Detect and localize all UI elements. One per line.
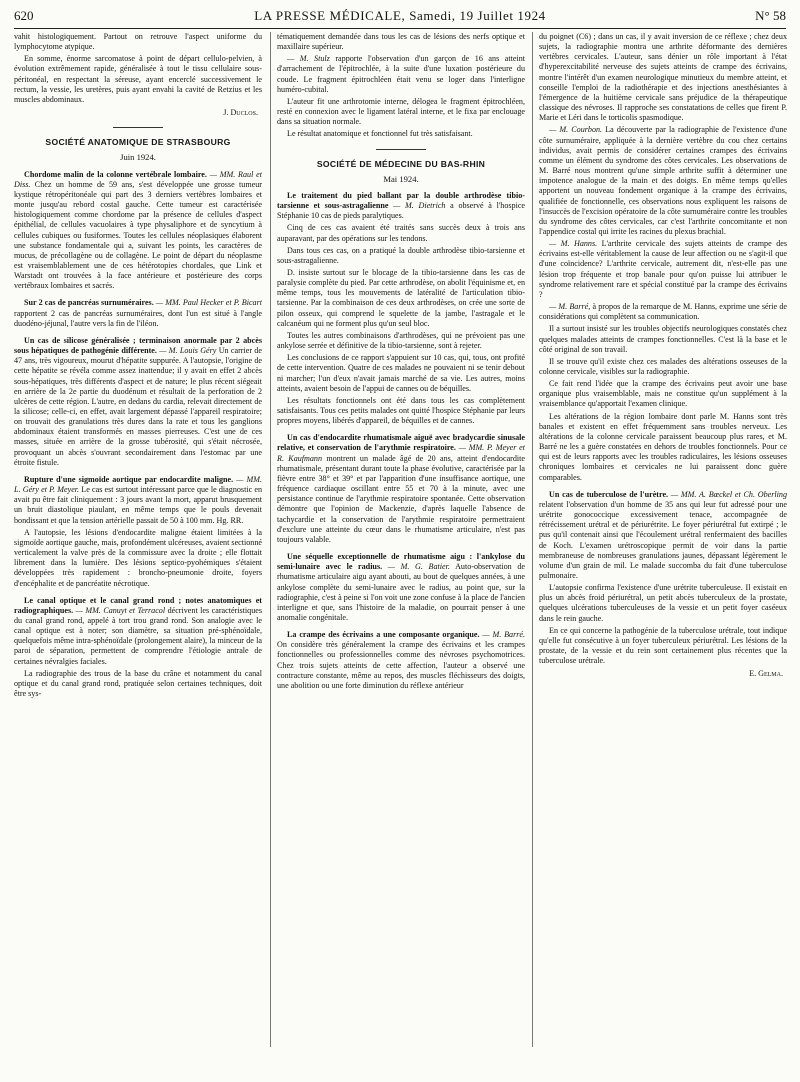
- communication-title: Le canal optique et le canal grand rond ; notes anatomiques et radiographiques.: [14, 595, 262, 615]
- communication-authors: — MM. Canuyt et Terracol: [75, 605, 166, 615]
- paragraph: Les résultats fonctionnels ont été dans tous les cas complètement satisfaisants. Tous ces petits malades ont quitté l'hospice Stéphanie par leurs propres moyens, libérés d'appareil, de béquilles et de cannes.: [277, 395, 525, 426]
- session-date: Juin 1924.: [120, 152, 156, 163]
- communication-authors: — M. Hanns.: [549, 239, 598, 249]
- paragraph: vahit histologiquement. Partout on retrouve l'aspect uniforme du lymphocytome atypique.: [14, 32, 262, 52]
- society-heading: SOCIÉTÉ ANATOMIQUE DE STRASBOURG: [45, 137, 231, 148]
- communication-body: L'arthrite cervicale des sujets atteints de crampe des écrivains est-elle véritablement la cause de leur affection ou ne s'agit-il que d'une coïncidence? L'arthrite cervicale, autrement dit, n'est-elle pas une lésion trop fréquente et trop banale pour qu'on puisse lui attribuer le syndrome relativement rare et spécial constitué par la crampe des écrivains ?: [539, 239, 787, 299]
- paragraph: L'auteur fit une arthrotomie interne, délogea le fragment épitrochléen, resté en connexion avec le ligament latéral interne, et le fixa par enclouage dans sa situation normale.: [277, 96, 525, 127]
- paragraph: [539, 125, 787, 237]
- communication-authors: — M. Courbon.: [549, 125, 603, 135]
- communication-authors: — MM. Raul et Diss.: [14, 169, 262, 189]
- communication-body: à propos de la remarque de M. Hanns, exprime une série de considérations qui complètent sa communication.: [539, 302, 787, 322]
- separator-rule: [376, 149, 426, 150]
- communication-body: Le cas est surtout intéressant parce que le diagnostic en avait pu être fait cliniquement : 3 jours avant la mort, apparut brusquement un bruit diastolique piaulant, en même temps que le pouls devenait bondissant et que la tension artérielle passait de 50 à 100 mm. Hg. RR.: [14, 485, 262, 525]
- communication-title: Rupture d'une sigmoïde aortique par endocardite maligne.: [24, 474, 234, 484]
- paragraph: A l'autopsie, les lésions d'endocardite maligne étaient limitées à la sigmoïde aortique gauche, mais, profondément ulcéreuses, avaient sectionné verticalement la valve près de la commissure avec la droite ; elle flottait librement dans la lumière. Des lésions septico-pyohémiques s'étaient développées très rapidement : broncho-pneumonie droite, foyers d'encéphalite et de pancréatite nécrotique.: [14, 527, 262, 588]
- paragraph: Les conclusions de ce rapport s'appuient sur 10 cas, qui, tous, ont profité de cette intervention. Quatre de ces malades ne pouvaient ni se tenir debout ni marcher; l'un d'eux n'avait jamais marché de sa vie. Les autres, moins atteints, avaient besoin de l'appui de cannes ou de béquilles.: [277, 353, 525, 393]
- communication-authors: — M. Dietrich: [393, 201, 446, 211]
- column-2: [277, 32, 525, 1047]
- paragraph: du poignet (C6) ; dans un cas, il y avait inversion de ce réflexe ; chez deux sujets, la radiographie montra une arthrite déformante des dernières vertèbres cervicales. L'auteur, sans dénier un rôle important à l'état d'hyperexcitabilité nerveuse des sujets atteints de crampe des écrivains, montre l'intérêt d'un examen neurologique minutieux du membre atteint, et conseille l'emploi de la radiothérapie et des injections anesthésiantes à l'émergence de la huitième cervicale sans préjudice de la thérapeutique classique des névroses. Il rapproche ses constatations de celles que firent P. Marie et Léri dans le torticolis spasmodique.: [539, 32, 787, 123]
- communication: [14, 170, 262, 292]
- separator-rule: [113, 127, 163, 128]
- communication-title: La crampe des écrivains a une composante organique.: [287, 630, 480, 640]
- communication-authors: — M. Stulz: [287, 54, 330, 64]
- signature: E. Gelma.: [749, 669, 783, 679]
- communication-body: Chez un homme de 59 ans, s'est développée une grosse tumeur kystique rétropéritonéale qui part des 3 derniers vertèbres lombaires et monte jusqu'au rebord costal gauche. Cette tumeur est caractérisée histologiquement comme chordome par la présence de cellules d'aspect épithélial, de cellules vacuolaires à type physaliphore et de syncytium à cellules cubiques ou fusiformes. Toutes les cellules néoplasiques élaborent une substance fondamentale qui a, suivant les points, les caractères de mucus, de précollagène ou de collagène. Le point de départ du néoplasme est vraisemblablement une de ces hétérotopies chordales, que Link et Warstadt ont trouvées à la face antérieure et postérieure des corps vertébraux lombaires et sacrés.: [14, 179, 262, 291]
- paragraph: Toutes les autres combinaisons d'arthrodèses, qui ne prévoient pas une ankylose serrée et définitive de la tibio-tarsienne, sont à rejeter.: [277, 330, 525, 351]
- communication: [277, 191, 525, 221]
- communication: [277, 552, 525, 623]
- communication-body: rapportent 2 cas de pancréas surnuméraires, dont l'un est situé à l'angle duodéno-jéjunal, l'autre vers la fin de l'iléon.: [14, 308, 262, 328]
- column-divider: [532, 32, 533, 1047]
- communication-authors: — MM. Paul Hecker et P. Bicart: [155, 298, 262, 308]
- communication-authors: — MM. P. Meyer et R. Kaufmann: [277, 443, 525, 463]
- issue-number: N° 58: [755, 8, 786, 23]
- society-heading: SOCIÉTÉ DE MÉDECINE DU BAS-RHIN: [316, 158, 486, 169]
- paragraph: [539, 302, 787, 322]
- communication: [277, 630, 525, 691]
- paragraph: L'autopsie confirma l'existence d'une urétrite tuberculeuse. Il existait en plus un abcès froid périurétral, un petit abcès tuberculeux de la prostate, quelques ulcérations tuberculeuses de la vessie et un petit foyer caséeux dans le rein gauche.: [539, 583, 787, 623]
- session-date: Mai 1924.: [383, 173, 419, 184]
- communication-title: Un cas d'endocardite rhumatismale aiguë avec bradycardie sinusale relative, et conservation de l'arythmie respiratoire.: [277, 433, 525, 453]
- communication-authors: — MM. L. Géry et P. Meyer.: [14, 474, 262, 495]
- communication-title: Une séquelle exceptionnelle de rhumatisme aigu : l'ankylose du semi-lunaire avec le radius.: [277, 552, 525, 572]
- paragraph: Ce fait rend l'idée que la crampe des écrivains peut avoir une base organique plus vraisemblable, mais ne constitue qu'un supplément à la vraisemblance qu'apportait l'examen clinique.: [539, 379, 787, 409]
- communication-body: On considère très généralement la crampe des écrivains et les crampes fonctionnelles ou professionnelles comme des névroses psychomotrices. Chez trois sujets atteints de cette affection, l'auteur a observé une contracture constante, même au repos, des muscles fléchisseurs des doigts, une abolition ou une forte diminution du réflexe antérieur: [277, 640, 525, 690]
- communication: [14, 475, 262, 526]
- communication-body: Un carrier de 47 ans, très vigoureux, mourut d'hépatite suppurée. A l'autopsie, l'origine de cette hépatite se révéla comme assez inattendue; il y avait en effet 2 abcès sous-hépatiques, très différents d'aspect et de nature; le plus récent siégeait en arrière de la 2e partie du duodénum et résultait de la perforation de 2 ulcères de cette région. L'autre, en dedans du cardia, relevait directement de la silicose; celle-ci, en effet, avait largement dépassé l'appareil respiratoire; on trouvait des granulations très dures dans la rate et tous les ganglions abdominaux étaient transformés en masses pierreuses. C'est une de ces masses, située en arrière de la grosse tubérosité, qui s'était nécrosée, provoquant un abcès s'ouvrant secondairement dans l'estomac par une étroite fistule.: [14, 346, 262, 467]
- communication-title: Chordome malin de la colonne vertébrale lombaire.: [24, 169, 207, 179]
- page-number: 620: [14, 8, 34, 23]
- communication-authors: — M. G. Batier.: [387, 562, 450, 572]
- communication-body: Auto-observation de rhumatisme articulaire aigu ayant abouti, au bout de quelques années, à une ankylose complète du semi-lunaire avec le radius, au point que, sur la radiographie, c'est à peine si l'on voit une zone confuse à la place de l'ancien interligne et que, sans l'histoire de la maladie, on pourrait penser à une anomalie congénitale.: [277, 562, 525, 622]
- column-3: [539, 32, 787, 1047]
- paragraph: Les altérations de la région lombaire dont parle M. Hanns sont très banales et existent en effet fréquemment sans troubles nerveux. Les altérations de la colonne cervicale paraissent beaucoup plus rares, et M. Barré ne les a guère constatées en dehors de troubles fonctionnels. Pour ce qui est de leurs rapports avec les troubles radiculaires, les lésions osseuses chroniques lombaires et cervicales ne lui paraissent donc guère comparables.: [539, 411, 787, 482]
- communication: [14, 298, 262, 328]
- paragraph: Le résultat anatomique et fonctionnel fut très satisfaisant.: [287, 129, 473, 139]
- paragraph: tématiquement demandée dans tous les cas de lésions des nerfs optique et maxillaire supérieur.: [277, 32, 525, 52]
- paragraph: [277, 54, 525, 95]
- communication-title: Un cas de silicose généralisée ; terminaison anormale par 2 abcès sous hépatiques de pathogénie différente.: [14, 335, 262, 356]
- communication-body: montrent un malade âgé de 20 ans, atteint d'endocardite rhumatismale, présentant durant toute la phase évolutive, caractérisée par la fièvre entre 38° et 39° et par l'apparition d'une insuffisance aortique, une fréquence cardiaque oscillant entre 55 et 70 à la minute, avec une persistance continue de l'arythmie respiratoire spontanée. Cette observation démontre que l'opinion de Mackenzie, d'après laquelle l'absence de tachycardie et la conservation de l'arythmie respiratoire permettraient d'exclure une atteinte du cœur dans le rhumatisme articulaire, n'est pas toujours valable.: [277, 453, 525, 544]
- paragraph: Il a surtout insisté sur les troubles objectifs neurologiques constatés chez quelques malades atteints de crampes fonctionnelles. C'est là la base et le côté original de son travail.: [539, 324, 787, 354]
- communication: [539, 490, 787, 581]
- communication: [277, 433, 525, 545]
- page-header: [14, 6, 786, 29]
- column-divider: [270, 32, 271, 1047]
- communication: [14, 336, 262, 468]
- communication: [14, 596, 262, 667]
- paragraph: [539, 239, 787, 300]
- paragraph: Cinq de ces cas avaient été traités sans succès deux à trois ans auparavant, par des opérations sur les tendons.: [277, 223, 525, 243]
- communication-authors: — M. Barré.: [482, 630, 525, 640]
- paragraph: Il se trouve qu'il existe chez ces malades des altérations osseuses de la colonne cervicale, visibles sur la radiographie.: [539, 356, 787, 376]
- paragraph: Dans tous ces cas, on a pratiqué la double arthrodèse tibio-tarsienne et sous-astragalienne.: [277, 245, 525, 265]
- paragraph: La radiographie des trous de la base du crâne et notamment du canal optique et du canal grand rond, pratiquée selon certaines techniques, doit être sys-: [14, 668, 262, 699]
- communication-title: Un cas de tuberculose de l'urètre.: [549, 489, 669, 499]
- communication-authors: — M. Louis Géry: [159, 346, 217, 356]
- paragraph: En somme, énorme sarcomatose à point de départ cellulo-pelvien, à évolution extrêmement rapide, généralisée à tout le tissu cellulaire sous-péritonéal, en respectant la séreuse, ayant encerclé successivement le rectum, la vessie, les uretères, puis ayant envahi la cavité de Retzius et les muscles abdominaux.: [14, 54, 262, 104]
- signature: J. Duclos.: [223, 108, 258, 118]
- communication-body: décrivent les caractéristiques du canal grand rond, appelé à tort trou grand rond. Son analogie avec le canal optique est à noter; son diamètre, sa situation pré-sphénoïdale, quelquefois même intra-sphénoïdale (prolongement alaire), la minceur de la paroi de séparation, permettent de comprendre l'étiologie antrale de certaines névralgies faciales.: [14, 605, 262, 666]
- paragraph: En ce qui concerne la pathogénie de la tuberculose urétrale, tout indique qu'elle fut consécutive à un foyer tuberculeux périurétral. Les lésions de la prostate, de la vessie et du rein sont certainement plus récentes que la tuberculose urétrale.: [539, 625, 787, 666]
- communication-body: a observé à l'hospice Stéphanie 10 cas de pieds paralytiques.: [277, 201, 525, 221]
- journal-title: LA PRESSE MÉDICALE, Samedi, 19 Juillet 1924: [254, 8, 546, 23]
- communication-authors: — MM. A. Bœckel et Ch. Oberling: [670, 489, 787, 499]
- communication-title: Le traitement du pied ballant par la double arthrodèse tibio-tarsienne et sous-astragalienne: [277, 190, 525, 211]
- communication-body: relatent l'observation d'un homme de 35 ans qui leur fut adressé pour une urétrite gonococcique excessivement tenace, accompagnée de rétrécissement urétral et de périurétrite. Le foyer périurétral fut extirpé ; le pus qu'il contenait ainsi que l'écoulement urétral renfermaient des bacilles de Koch. L'examen urétroscopique permit de voir dans la partie membraneuse de nombreuses granulations jaunes, dépassant légèrement le volume d'un grain de mil. Le malade succomba du fait d'une tuberculose pulmonaire.: [539, 499, 787, 580]
- paragraph: D. insiste surtout sur le blocage de la tibio-tarsienne dans les cas de paralysie complète du pied. Par cette arthrodèse, on abolit l'équinisme et, en même temps, tous les mouvements de latéralité de l'articulation tibio-tarsienne. Par la combinaison de ces deux arthrodèses, on crée une sorte de pilon osseux, qui comprend le squelette de la jambe, l'astragale et le calcanéum qui ne forment plus qu'un seul bloc.: [277, 267, 525, 328]
- communication-body: La découverte par la radiographie de l'existence d'une côte surnuméraire, appliquée à la dernière vertèbre du cou chez certains individus, avait permis de considérer certaines crampes des écrivains comme un élément du syndrome des côtes cervicales. Les observations de M. Barré nous montrent qu'une simple arthrite suffit à déterminer une impotence analogue de la main et des doigts. En même temps qu'elles apportent un nouveau fondement organique à la crampe des écrivains, qualifiée de fonctionnelle, ces observations nous expliquent les raisons de l'insuccès de l'excision opératoire de la côte surnuméraire contre les troubles du syndrome des côtes cervicales, car c'est l'arthrite concomitante et non l'appendice costal qui irrite les racines du plexus brachial.: [539, 125, 787, 236]
- column-1: [14, 32, 262, 1047]
- communication-authors: — M. Barré,: [549, 302, 591, 312]
- communication-body: rapporte l'observation d'un garçon de 16 ans atteint d'arrachement de l'épitrochlée, à la suite d'une luxation postérieure du coude. Le fragment épitrochléen était venu se loger dans l'interligne huméro-cubital.: [277, 54, 525, 94]
- communication-title: Sur 2 cas de pancréas surnuméraires.: [24, 298, 154, 308]
